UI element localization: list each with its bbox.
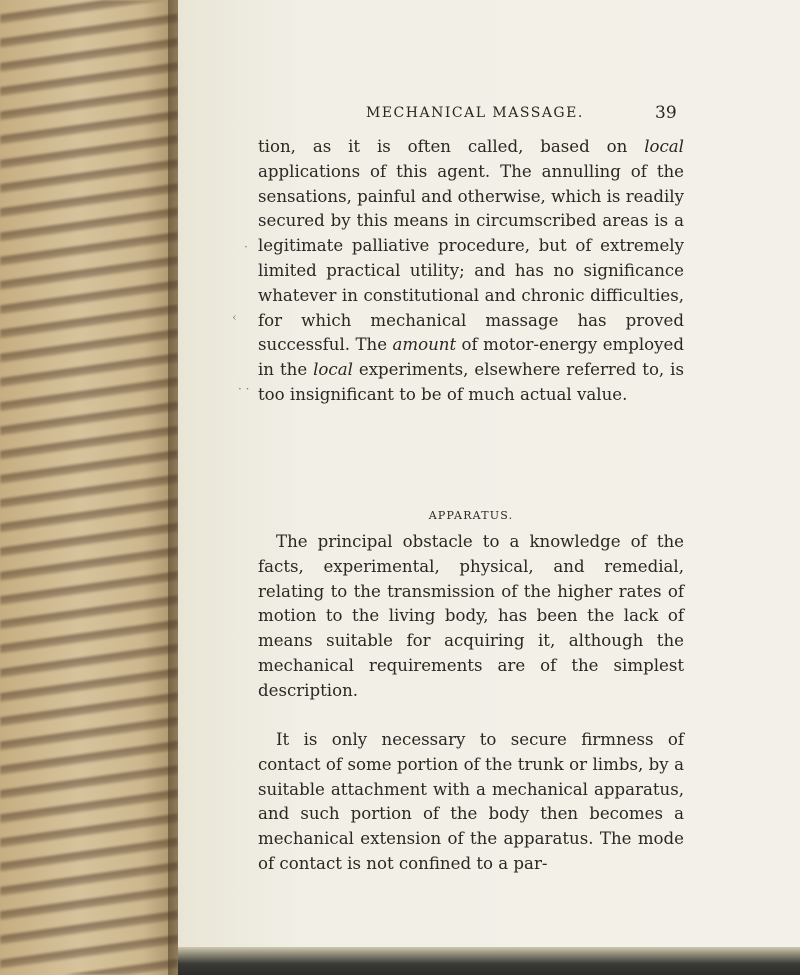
- page-bottom-edge: [178, 947, 800, 975]
- margin-dots: · ·: [238, 382, 250, 396]
- margin-tick: ‹: [232, 310, 237, 324]
- facing-page-text-blurred: [0, 0, 178, 975]
- paragraph-1: tion, as it is often called, based on local applications of this agent. The annulling of the sensations, painful and otherwise, which is readily secured by this means in circumscribed areas is a legitimate palliative procedure, but of extremely limited practical utility; and has no significance whatever in constitutional and chronic difficulties, for which mechanical massage has proved successful. The amount of motor-energy employed in the local experiments, elsewhere referred to, is too insignificant to be of much actual value.: [258, 137, 684, 404]
- paragraph-3: It is only necessary to secure firmness of contact of some portion of the trunk or limbs, by a suitable attachment with a mechanical apparatus, and such portion of the body then becomes a mechanical extension of the apparatus. The mode of contact is not confined to a par-: [258, 730, 684, 873]
- running-head: MECHANICAL MASSAGE.: [366, 105, 584, 121]
- paragraph-2: The principal obstacle to a knowledge of the facts, experimental, physical, and remedial, relating to the transmission of the higher rates of motion to the living body, has been the lack of means suitable for acquiring it, although the mechanical requirements are of the simplest description.: [258, 532, 684, 700]
- facing-page: [0, 0, 178, 975]
- margin-dot: ·: [244, 240, 248, 254]
- page-number: 39: [655, 103, 677, 123]
- section-heading: APPARATUS.: [428, 509, 514, 522]
